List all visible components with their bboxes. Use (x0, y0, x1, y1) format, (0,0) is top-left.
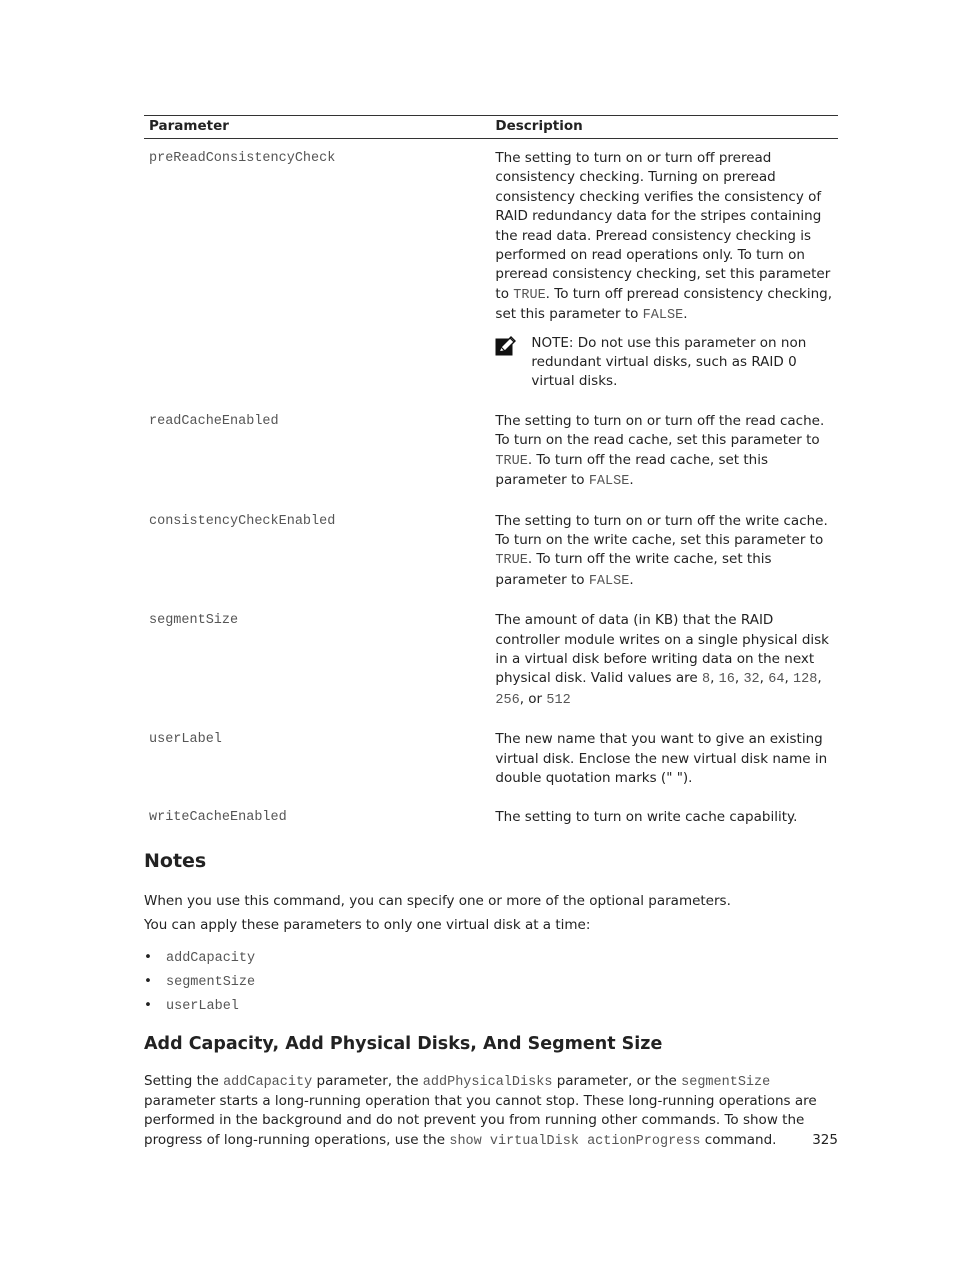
parameter-description (490, 720, 838, 798)
table-row (144, 502, 838, 602)
parameter-description (490, 601, 838, 720)
table-row (144, 798, 838, 837)
list-item-code: segmentSize (166, 974, 256, 990)
note-text (531, 334, 833, 392)
notes-heading: Notes (144, 849, 207, 872)
description-code: TRUE (495, 553, 528, 569)
table-row (144, 601, 838, 720)
table-header-row (144, 116, 838, 139)
notes-paragraph-2: You can apply these parameters to only one virtual disk at a time: (144, 917, 591, 934)
section-code: addPhysicalDisks (422, 1074, 553, 1090)
description-text: . To turn off preread consistency checking, set this parameter to (495, 285, 833, 323)
description-text: The setting to turn on write cache capability. (495, 809, 798, 826)
description-text: The setting to turn on or turn off the write cache. To turn on the write cache, set this parameter to (495, 512, 828, 548)
description-text: , (710, 670, 719, 687)
bullet-icon: • (144, 996, 152, 1013)
parameter-description (490, 798, 838, 837)
description-text (495, 412, 833, 492)
parameter-name: readCacheEnabled (149, 413, 279, 429)
table-row (144, 402, 838, 502)
section-text: parameter, or the (552, 1072, 682, 1089)
description-code: TRUE (513, 287, 546, 303)
list-item-code: userLabel (166, 998, 239, 1014)
parameter-name: segmentSize (149, 613, 239, 629)
column-header-description: Description (490, 116, 838, 139)
parameter-description (490, 502, 838, 602)
description-text: , (759, 670, 769, 687)
table-row (144, 139, 838, 402)
description-code: TRUE (495, 453, 528, 469)
description-text: The new name that you want to give an existing virtual disk. Enclose the new virtual disk name in double quotation marks (" "). (495, 731, 828, 786)
list-item (144, 994, 838, 1018)
description-text: . To turn off the read cache, set this parameter to (495, 451, 769, 489)
table-row (144, 720, 838, 798)
description-text (495, 611, 833, 710)
description-text: . (629, 571, 634, 588)
description-text: , (817, 670, 822, 687)
page-content (144, 115, 838, 1156)
description-text: , (784, 670, 794, 687)
parameter-name: writeCacheEnabled (149, 810, 287, 826)
description-text: . To turn off the write cache, set this parameter to (495, 551, 772, 588)
description-code: 8 (701, 672, 711, 688)
description-text: . (629, 472, 634, 489)
section-code: show virtualDisk actionProgress (449, 1133, 701, 1149)
section-text: Setting the (144, 1072, 224, 1089)
section-text: command. (700, 1131, 777, 1148)
list-item (144, 970, 838, 994)
parameter-name: preReadConsistencyCheck (149, 151, 336, 166)
section-code: addCapacity (223, 1074, 313, 1090)
section-text: parameter starts a long-running operation that you cannot stop. These long-running operations are performed in the background and do not prevent you from running other commands. To show the progress of long-running operations, use the (144, 1093, 817, 1148)
description-code: FALSE (588, 573, 630, 589)
description-code: 16 (718, 672, 735, 688)
description-text (495, 808, 833, 827)
description-text: The setting to turn on or turn off the read cache. To turn on the read cache, set this parameter to (495, 412, 825, 449)
section-paragraph (144, 1072, 838, 1152)
parameter-name: consistencyCheckEnabled (149, 513, 336, 529)
description-text (495, 149, 833, 326)
description-code: 512 (546, 692, 571, 708)
description-text: The amount of data (in KB) that the RAID controller module writes on a single physical disk in a virtual disk before writing data on the next physical disk. Valid values are (495, 612, 829, 687)
notes-paragraph-1: When you use this command, you can specify one or more of the optional parameters. (144, 892, 731, 909)
note-label: NOTE: (531, 334, 574, 351)
notes-parameter-list (144, 946, 838, 1018)
description-text: , (734, 670, 744, 687)
section-text: parameter, the (312, 1072, 423, 1089)
description-text (495, 512, 833, 592)
bullet-icon: • (144, 972, 152, 989)
section-code: segmentSize (681, 1074, 771, 1090)
note-pencil-icon (495, 336, 517, 358)
table-body (144, 139, 838, 838)
parameter-description (490, 402, 838, 502)
description-code: 64 (768, 672, 785, 688)
parameter-description (490, 139, 838, 402)
description-text (495, 730, 833, 788)
section-heading: Add Capacity, Add Physical Disks, And Segment Size (144, 1033, 663, 1054)
list-item (144, 946, 838, 970)
bullet-icon: • (144, 948, 152, 965)
parameter-table (144, 115, 838, 838)
description-code: FALSE (588, 474, 630, 490)
description-code: 128 (793, 672, 818, 688)
description-code: 256 (495, 692, 520, 708)
parameter-name: userLabel (149, 732, 222, 748)
description-text: . (683, 306, 688, 323)
page-number: 325 (812, 1132, 838, 1148)
note-body: Do not use this parameter on non redundant virtual disks, such as RAID 0 virtual disks. (531, 334, 807, 390)
description-code: 32 (743, 672, 760, 688)
description-code: FALSE (642, 308, 684, 324)
note-callout (495, 334, 833, 392)
list-item-code: addCapacity (166, 950, 256, 966)
column-header-parameter: Parameter (144, 116, 490, 139)
description-text: , or (519, 690, 547, 707)
description-text: The setting to turn on or turn off preread consistency checking. Turning on preread consistency checking verifies the consistency of RAID redundancy data for the stripes containing the read data. Preread consistency checking is performed on read operations only. To turn on preread consistency checking, set this parameter to (495, 150, 831, 302)
